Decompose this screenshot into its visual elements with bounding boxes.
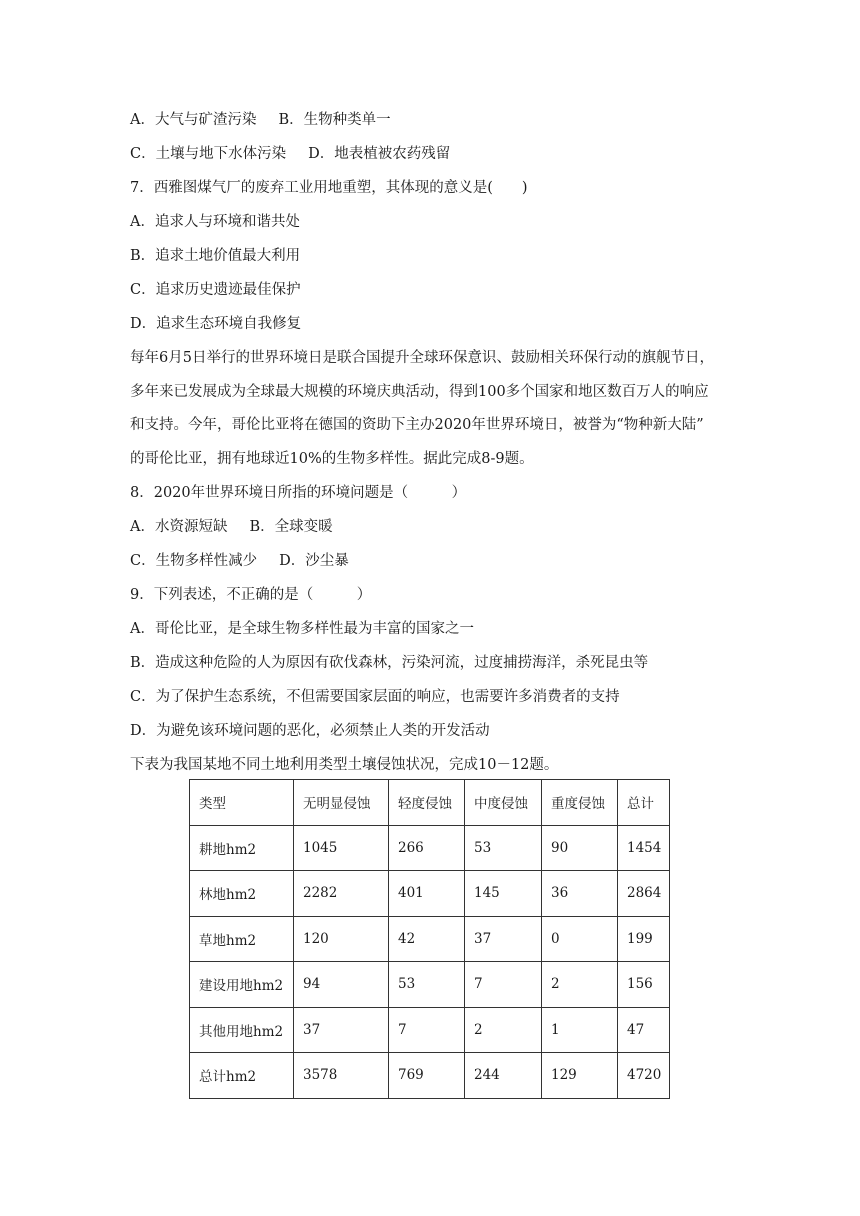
table-intro: 下表为我国某地不同土地利用类型土壤侵蚀状况，完成10－12题。 (130, 757, 559, 773)
table-cell: 244 (465, 1053, 542, 1099)
table-cell: 1 (542, 1007, 618, 1053)
table-cell: 2 (465, 1007, 542, 1053)
table-cell: 769 (389, 1053, 465, 1099)
table-cell: 94 (294, 962, 389, 1008)
q7-option-d: D．追求生态环境自我修复 (130, 316, 302, 332)
q9-option-b: B．造成这种危险的人为原因有砍伐森林，污染河流，过度捕捞海洋，杀死昆虫等 (130, 655, 649, 671)
q9-stem: 9．下列表述，不正确的是（ ） (130, 587, 372, 603)
table-cell: 3578 (294, 1053, 389, 1099)
q6-option-b: B．生物种类单一 (278, 112, 391, 128)
table-cell: 耕地hm2 (190, 825, 294, 871)
soil-erosion-table (189, 779, 670, 1099)
q6-options-row1 (130, 110, 391, 130)
table-cell: 42 (389, 916, 465, 962)
table-cell: 36 (542, 871, 618, 917)
table-row (190, 1007, 670, 1053)
passage-line-2: 多年来已发展成为全球最大规模的环境庆典活动，得到100多个国家和地区数百万人的响应 (130, 383, 709, 400)
table-cell: 156 (618, 962, 670, 1008)
passage-line-1: 每年6月5日举行的世界环境日是联合国提升全球环保意识、鼓励相关环保行动的旗舰节日， (130, 350, 714, 366)
table-row (190, 916, 670, 962)
table-cell: 1454 (618, 825, 670, 871)
table-cell: 0 (542, 916, 618, 962)
q9-option-c: C．为了保护生态系统，不但需要国家层面的响应，也需要许多消费者的支持 (130, 689, 620, 705)
table-cell: 1045 (294, 825, 389, 871)
table-header-cell: 类型 (190, 780, 294, 826)
table-row (190, 871, 670, 917)
table-cell: 4720 (618, 1053, 670, 1099)
q6-options-row2 (130, 144, 450, 164)
q6-option-d: D．地表植被农药残留 (308, 146, 451, 162)
table-header-cell: 中度侵蚀 (465, 780, 542, 826)
q9-option-a: A．哥伦比亚，是全球生物多样性最为丰富的国家之一 (130, 621, 474, 637)
table-cell: 120 (294, 916, 389, 962)
table-row (190, 825, 670, 871)
table-cell: 2282 (294, 871, 389, 917)
table-header-cell: 无明显侵蚀 (294, 780, 389, 826)
passage-line-4: 的哥伦比亚，拥有地球近10%的生物多样性。据此完成8-9题。 (130, 450, 534, 467)
q6-option-a: A．大气与矿渣污染 (130, 112, 257, 128)
table-cell: 53 (389, 962, 465, 1008)
table-cell: 90 (542, 825, 618, 871)
table-cell: 47 (618, 1007, 670, 1053)
q7-option-c: C．追求历史遗迹最佳保护 (130, 282, 301, 298)
table-cell: 53 (465, 825, 542, 871)
q7-option-a: A．追求人与环境和谐共处 (130, 214, 300, 230)
table-cell: 草地hm2 (190, 916, 294, 962)
table-header-cell: 轻度侵蚀 (389, 780, 465, 826)
q7-option-b: B．追求土地价值最大利用 (130, 248, 301, 264)
q8-option-b: B．全球变暖 (249, 519, 333, 535)
table-row (190, 1053, 670, 1099)
table-cell: 总计hm2 (190, 1053, 294, 1099)
q8-option-d: D．沙尘暴 (279, 553, 349, 569)
q8-option-a: A．水资源短缺 (130, 519, 228, 535)
q7-stem: 7．西雅图煤气厂的废弃工业用地重塑，其体现的意义是( ) (130, 180, 528, 196)
table-cell: 145 (465, 871, 542, 917)
table-cell: 其他用地hm2 (190, 1007, 294, 1053)
q8-options-row2 (130, 551, 349, 571)
table-cell: 7 (465, 962, 542, 1008)
q8-options-row1 (130, 517, 333, 537)
table-row (190, 962, 670, 1008)
table-cell: 129 (542, 1053, 618, 1099)
table-cell: 401 (389, 871, 465, 917)
table-cell: 建设用地hm2 (190, 962, 294, 1008)
q9-option-d: D．为避免该环境问题的恶化，必须禁止人类的开发活动 (130, 723, 490, 739)
table-cell: 2 (542, 962, 618, 1008)
q8-option-c: C．生物多样性减少 (130, 553, 258, 569)
table-cell: 37 (294, 1007, 389, 1053)
table-header-cell: 重度侵蚀 (542, 780, 618, 826)
table-header-row (190, 780, 670, 826)
table-cell: 37 (465, 916, 542, 962)
q8-stem: 8．2020年世界环境日所指的环境问题是（ ） (130, 485, 467, 501)
passage-line-3: 和支持。今年，哥伦比亚将在德国的资助下主办2020年世界环境日，被誉为“物种新大陆” (130, 417, 704, 433)
table-cell: 林地hm2 (190, 871, 294, 917)
table-cell: 2864 (618, 871, 670, 917)
table-cell: 7 (389, 1007, 465, 1053)
q6-option-c: C．土壤与地下水体污染 (130, 146, 287, 162)
table-cell: 199 (618, 916, 670, 962)
table-header-cell: 总计 (618, 780, 670, 826)
passage (130, 348, 740, 482)
table-cell: 266 (389, 825, 465, 871)
